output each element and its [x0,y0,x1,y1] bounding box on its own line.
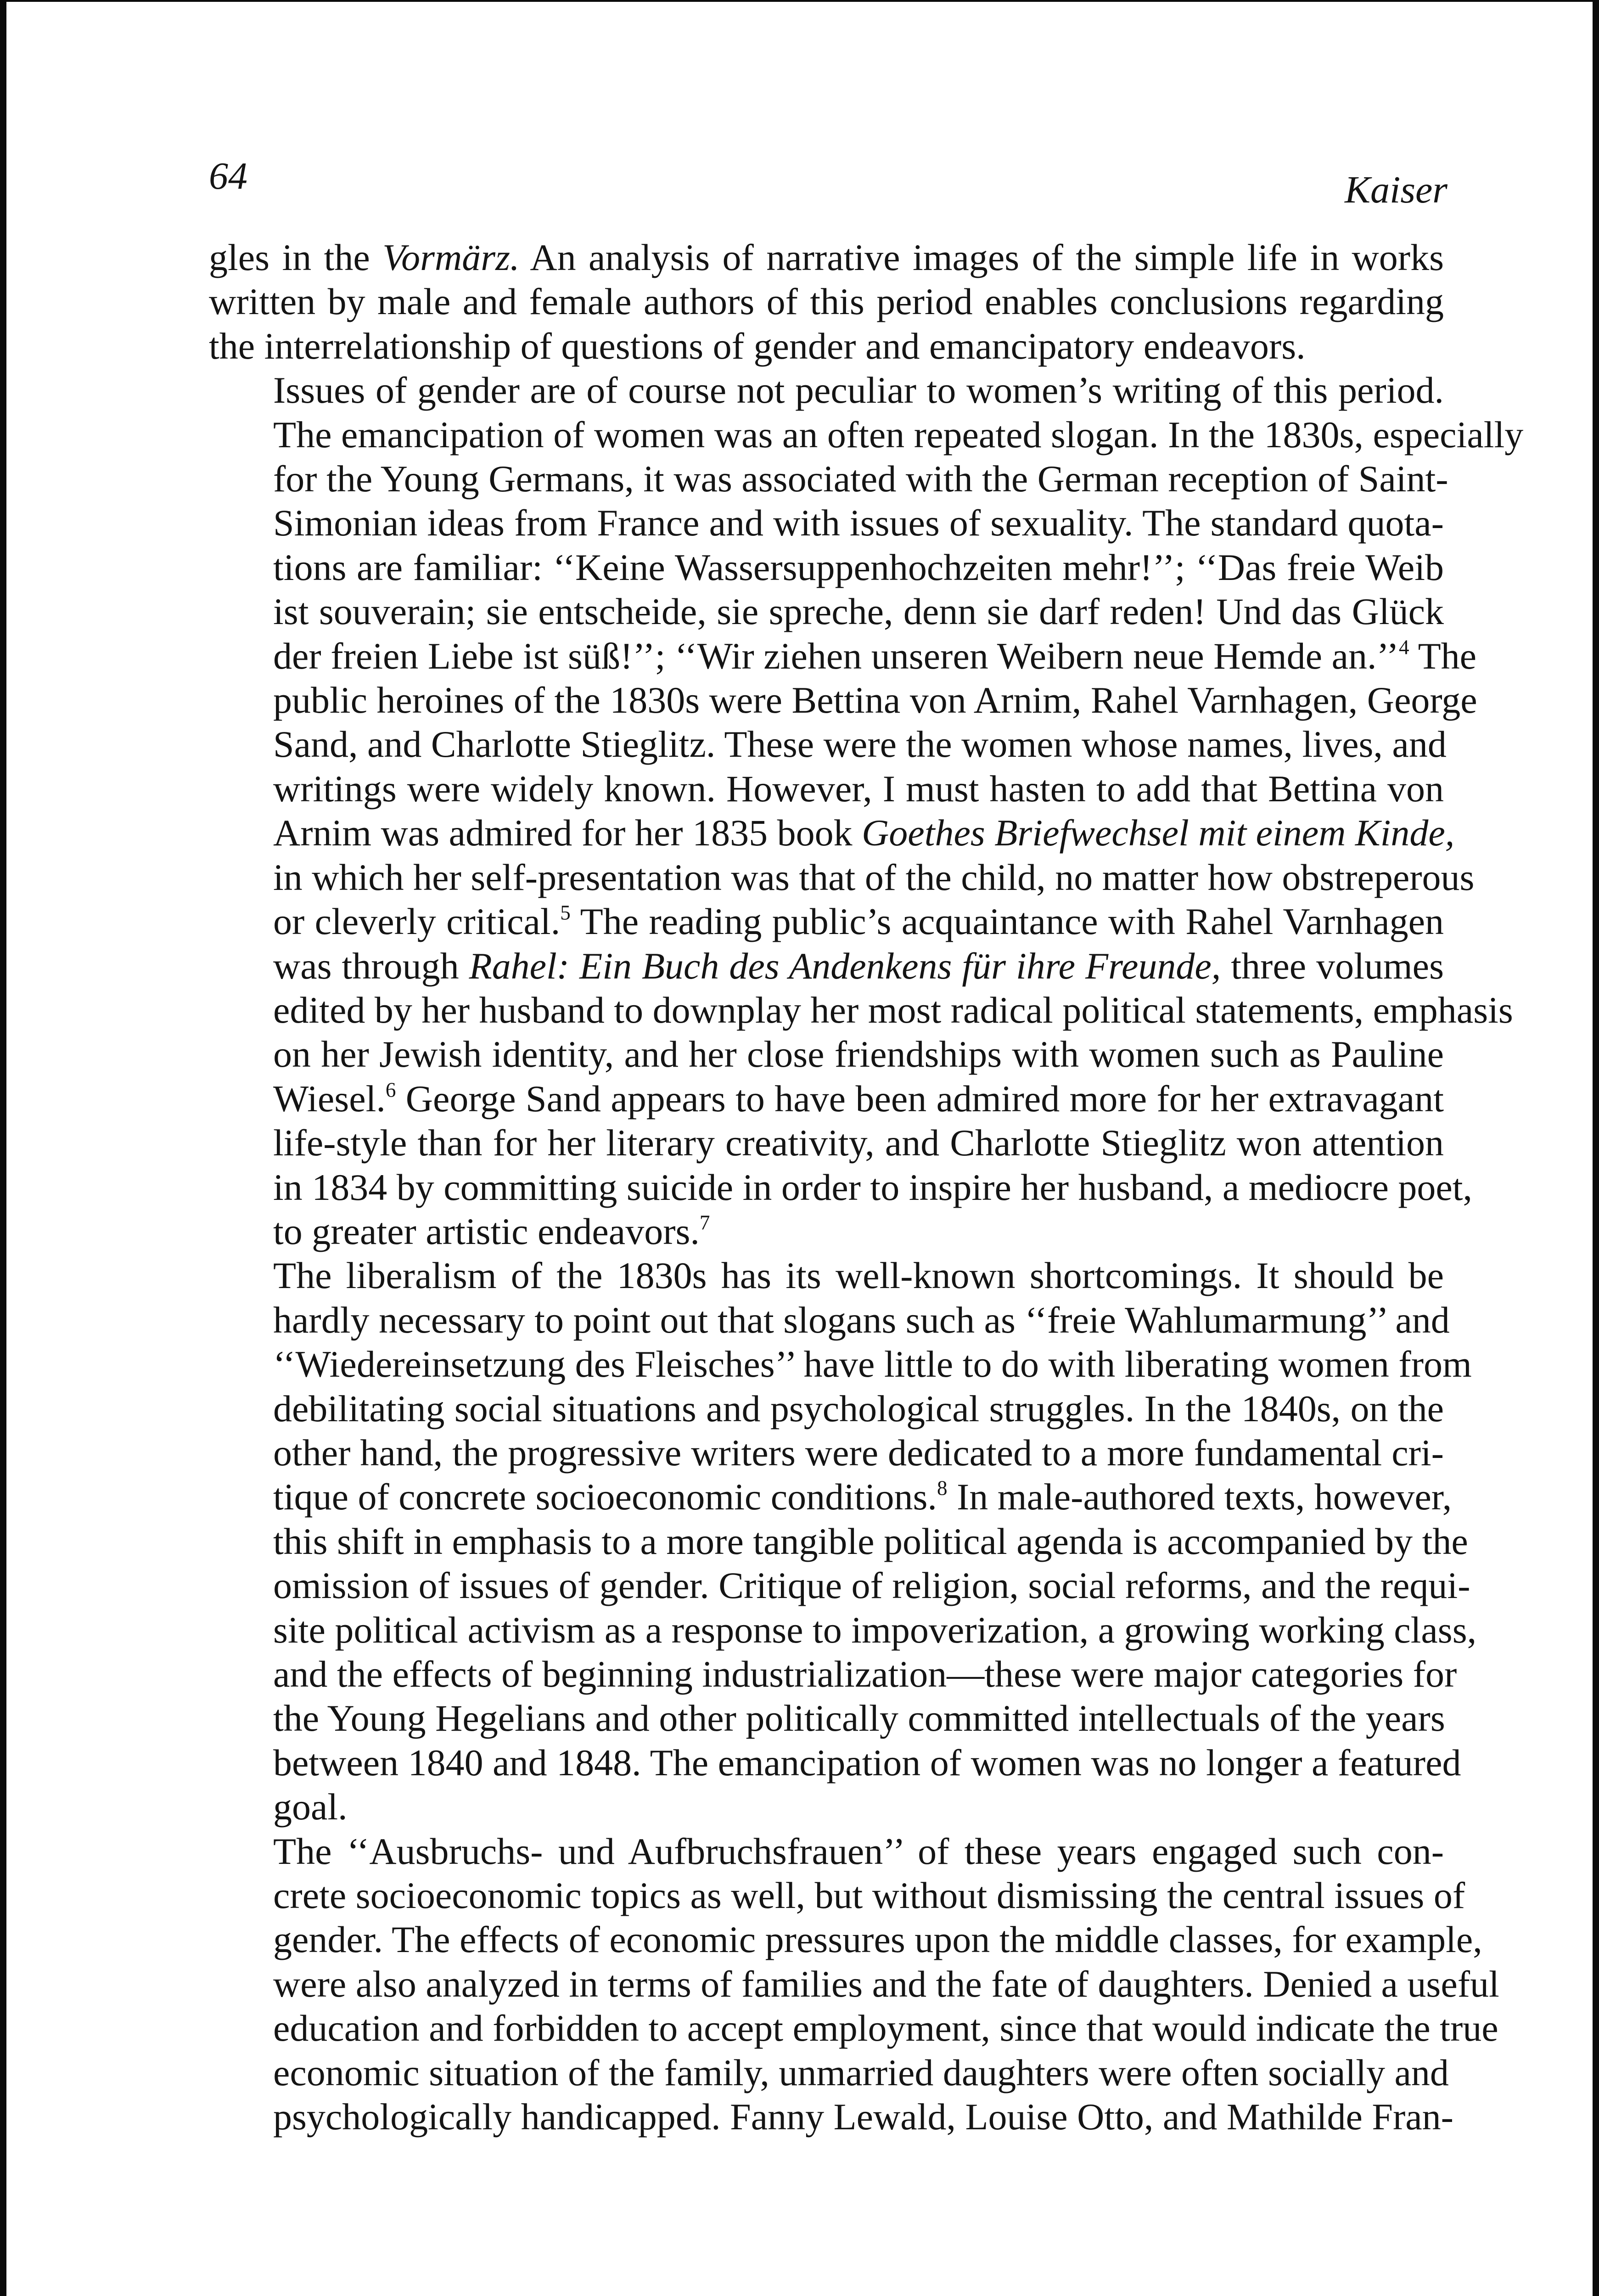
text-line [209,1696,1444,1740]
text-run: omission of issues of gender. Critique of religion, social reforms, and the requi- [273,1564,1470,1607]
text-run: between 1840 and 1848. The emancipation of women was no longer a featured [273,1741,1461,1784]
text-run: economic situation of the family, unmarried daughters were often socially and [273,2051,1449,2093]
text-run: were also analyzed in terms of families and the fate of daughters. Denied a useful [273,1963,1499,2005]
text-run: Issues of gender are of course not peculiar to women’s writing of this period. [273,369,1444,411]
text-line [209,1829,1444,1874]
text-line [209,413,1524,457]
footnote-marker: 7 [699,1211,710,1234]
text-run: ‘‘Wiedereinsetzung des Fleisches’’ have little to do with liberating women from [273,1343,1472,1385]
text-run: The reading public’s acquaintance with Rahel Varnhagen [570,900,1444,943]
text-run: ist souverain; sie entscheide, sie spreche, denn sie darf reden! Und das Glück [273,591,1444,633]
text-run: An analysis of narrative images of the simple life in works [519,236,1444,278]
text-run: was through [273,945,469,987]
text-run: Wiesel. [273,1077,386,1120]
text-line [209,1519,1468,1564]
text-run: der freien Liebe ist süß!’’; ‘‘Wir ziehen unseren Weibern neue Hemde an.’’ [273,635,1399,677]
text-run: tique of concrete socioeconomic conditions. [273,1476,937,1518]
text-run: in 1834 by committing suicide in order to inspire her husband, a mediocre poet, [273,1166,1473,1208]
text-run: on her Jewish identity, and her close friendships with women such as Pauline [273,1033,1444,1075]
text-line [209,1741,1461,1785]
text-run: tions are familiar: ‘‘Keine Wassersuppenhochzeiten mehr!’’; ‘‘Das freie Weib [273,546,1444,588]
footnote-marker: 4 [1399,636,1409,659]
text-line [209,1608,1477,1652]
text-line [209,678,1477,722]
text-run: written by male and female authors of this period enables conclusions regarding [209,281,1444,323]
text-line [209,988,1513,1032]
text-line [209,722,1447,766]
text-line [209,1475,1452,1519]
text-run: gles in the [209,236,383,278]
text-run: goal. [273,1786,348,1828]
text-line [209,1387,1444,1431]
text-line [209,1210,1444,1254]
text-run: George Sand appears to have been admired more for her extravagant [396,1077,1444,1120]
text-line [209,811,1455,855]
text-line [209,368,1444,412]
text-run: site political activism as a response to impoverization, a growing working class, [273,1609,1477,1651]
body-text [209,236,1524,2139]
text-line [209,457,1448,501]
text-run: this shift in emphasis to a more tangible political agenda is accompanied by the [273,1520,1468,1562]
text-run: The [1409,635,1477,677]
text-run: writings were widely known. However, I must hasten to add that Bettina von [273,767,1444,810]
text-line [209,1077,1444,1121]
footnote-marker: 8 [937,1476,948,1500]
text-run: to greater artistic endeavors. [273,1210,700,1252]
page-number: 64 [209,155,247,197]
text-line [209,1431,1444,1475]
text-run: for the Young Germans, it was associated with the German reception of Saint- [273,458,1448,500]
text-line [209,1652,1457,1696]
text-run: hardly necessary to point out that slogans such as ‘‘freie Wahlumarmung’’ and [273,1299,1450,1341]
footnote-marker: 5 [560,901,571,924]
text-line [209,944,1444,988]
text-run: or cleverly critical. [273,900,561,943]
paragraph-4 [209,1829,1499,2139]
text-line [209,1121,1444,1165]
paragraph-3 [209,1254,1477,1829]
text-line [209,1342,1472,1386]
paragraph-2 [209,368,1524,1254]
text-line [209,590,1444,634]
text-run: in which her self-presentation was that of the child, no matter how obstreperous [273,856,1475,898]
italic-title: Rahel: Ein Buch des Andenkens für ihre Freunde, [469,945,1221,987]
text-line [209,1298,1450,1342]
text-run: The emancipation of women was an often repeated slogan. In the 1830s, especially [273,413,1524,456]
text-line [209,1254,1444,1298]
text-run: The ‘‘Ausbruchs- und Aufbruchsfrauen’’ of these years engaged such con- [273,1830,1444,1872]
text-line [209,1032,1444,1076]
text-line [209,1962,1499,2006]
text-line [209,501,1444,545]
text-run: debilitating social situations and psychological struggles. In the 1840s, on the [273,1387,1444,1429]
text-line [209,236,1444,280]
running-title: Kaiser [1344,169,1448,211]
text-line [209,1785,1444,1829]
text-line [209,280,1444,324]
text-run: life-style than for her literary creativity, and Charlotte Stieglitz won attention [273,1122,1444,1164]
text-line [209,1165,1473,1210]
running-head [209,154,1448,218]
text-run: In male-authored texts, however, [947,1476,1452,1518]
text-run: and the effects of beginning industrialization—these were major categories for [273,1653,1457,1695]
text-line [209,1874,1465,1918]
text-line [209,1918,1482,1962]
paragraph-1 [209,236,1444,368]
text-run: crete socioeconomic topics as well, but without dismissing the central issues of [273,1874,1465,1917]
italic-title: Goethes Briefwechsel mit einem Kinde, [862,812,1455,854]
text-run: the interrelationship of questions of gender and emancipatory endeavors. [209,325,1306,367]
text-line [209,2051,1449,2095]
text-run: Arnim was admired for her 1835 book [273,812,862,854]
book-page [209,154,1524,2138]
text-line [209,324,1444,368]
text-line [209,546,1444,590]
text-run: edited by her husband to downplay her most radical political statements, emphasis [273,989,1513,1031]
text-line [209,900,1444,944]
text-run: psychologically handicapped. Fanny Lewald, Louise Otto, and Mathilde Fran- [273,2096,1453,2138]
text-run: other hand, the progressive writers were dedicated to a more fundamental cri- [273,1431,1444,1474]
text-line [209,2095,1453,2139]
italic-title: Vormärz. [382,236,520,278]
text-run: public heroines of the 1830s were Bettina von Arnim, Rahel Varnhagen, George [273,679,1477,721]
text-run: Simonian ideas from France and with issues of sexuality. The standard quota- [273,502,1444,544]
text-line [209,1564,1470,1608]
text-run: The liberalism of the 1830s has its well-known shortcomings. It should be [273,1255,1444,1297]
text-run: education and forbidden to accept employment, since that would indicate the true [273,2007,1498,2049]
text-run: Sand, and Charlotte Stieglitz. These were the women whose names, lives, and [273,723,1447,765]
text-run: gender. The effects of economic pressures upon the middle classes, for example, [273,1919,1482,1961]
text-run: the Young Hegelians and other politically committed intellectuals of the years [273,1697,1445,1739]
text-line [209,855,1475,900]
text-line [209,2006,1498,2050]
footnote-marker: 6 [385,1078,396,1102]
text-run: three volumes [1221,945,1444,987]
text-line [209,634,1477,678]
text-line [209,767,1444,811]
